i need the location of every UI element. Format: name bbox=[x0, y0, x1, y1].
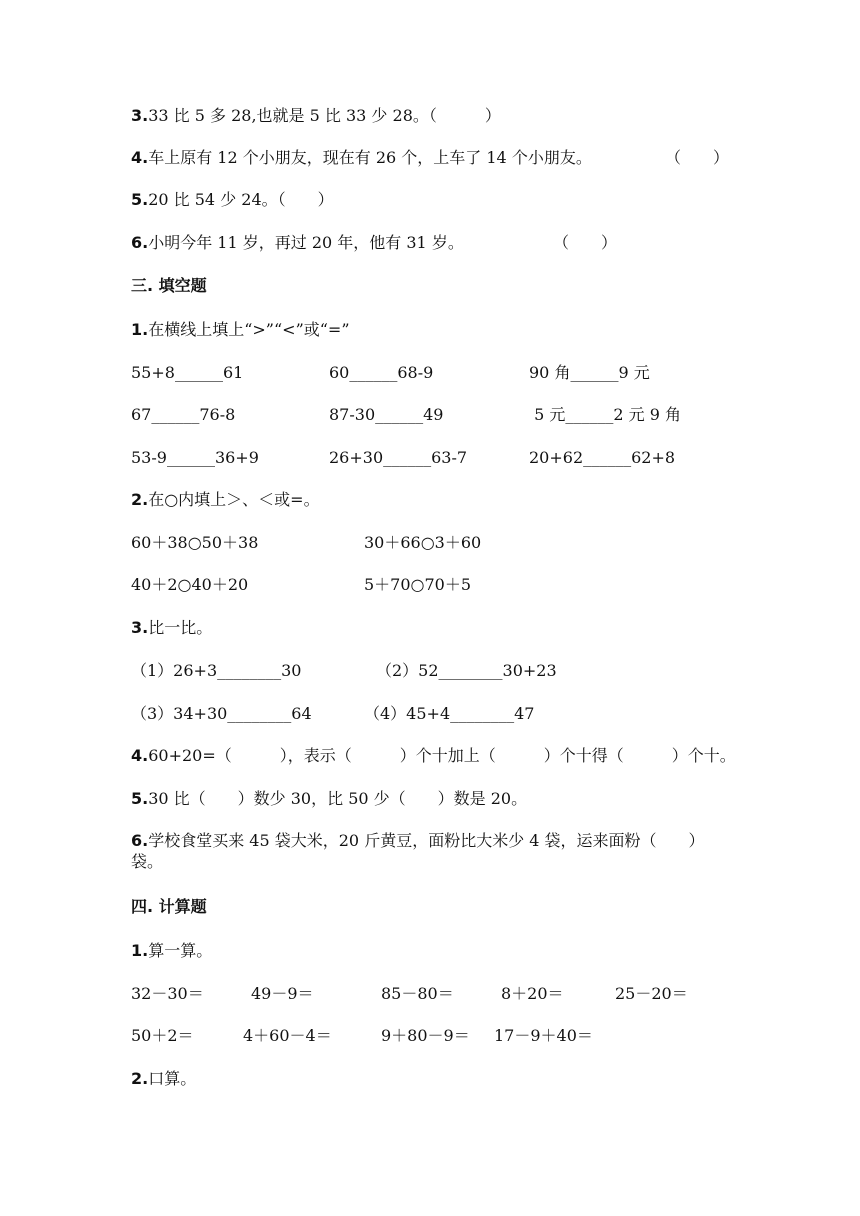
judge-item-6: 6.小明今年 11 岁，再过 20 年，他有 31 岁。 bbox=[131, 233, 464, 252]
circle-compare-cell: 5＋70○70＋5 bbox=[364, 575, 472, 594]
fill-q4: 4.60+20=（ ），表示（ ）个十加上（ ）个十得（ ）个十。 bbox=[131, 746, 736, 765]
compare-cell: （4）45+4________47 bbox=[364, 704, 535, 723]
judge-item-4: 4.车上原有 12 个小朋友，现在有 26 个，上车了 14 个小朋友。 bbox=[131, 148, 592, 167]
compare-cell: 26+30______63-7 bbox=[329, 448, 468, 467]
calc-cell: 4＋60－4＝ bbox=[243, 1026, 332, 1045]
fill-q2: 2.在○内填上＞、＜或=。 bbox=[131, 490, 320, 509]
compare-cell: （3）34+30________64 bbox=[131, 704, 312, 723]
calc-cell: 25－20＝ bbox=[615, 984, 688, 1003]
calc-cell: 32－30＝ bbox=[131, 984, 204, 1003]
section-3-title: 三. 填空题 bbox=[131, 276, 207, 295]
judge-item-5: 5.20 比 54 少 24。（ ） bbox=[131, 190, 334, 209]
circle-compare-cell: 30＋66○3＋60 bbox=[364, 533, 482, 552]
fill-q5: 5.30 比（ ）数少 30，比 50 少（ ）数是 20。 bbox=[131, 789, 528, 808]
compare-cell: 53-9______36+9 bbox=[131, 448, 259, 467]
compare-cell: （2）52________30+23 bbox=[376, 661, 557, 680]
section-4-title: 四. 计算题 bbox=[131, 897, 207, 916]
circle-compare-cell: 60＋38○50＋38 bbox=[131, 533, 259, 552]
calc-q1: 1.算一算。 bbox=[131, 941, 213, 960]
calc-q2: 2.口算。 bbox=[131, 1069, 197, 1088]
fill-q1: 1.在横线上填上“>”“<”或“=” bbox=[131, 320, 350, 339]
compare-cell: 5 元______2 元 9 角 bbox=[529, 405, 681, 424]
calc-cell: 49－9＝ bbox=[251, 984, 314, 1003]
compare-cell: 60______68-9 bbox=[329, 363, 434, 382]
calc-cell: 8＋20＝ bbox=[501, 984, 564, 1003]
fill-q3: 3.比一比。 bbox=[131, 618, 213, 637]
fill-q6-cont: 袋。 bbox=[131, 852, 164, 871]
circle-compare-cell: 40＋2○40＋20 bbox=[131, 575, 249, 594]
compare-cell: 55+8______61 bbox=[131, 363, 244, 382]
compare-cell: （1）26+3________30 bbox=[131, 661, 302, 680]
judge-item-4-paren: （ ） bbox=[665, 148, 730, 167]
calc-cell: 85－80＝ bbox=[381, 984, 454, 1003]
calc-cell: 17－9＋40＝ bbox=[494, 1026, 593, 1045]
compare-cell: 90 角______9 元 bbox=[529, 363, 650, 382]
calc-cell: 9＋80－9＝ bbox=[381, 1026, 470, 1045]
compare-cell: 20+62______62+8 bbox=[529, 448, 676, 467]
compare-cell: 87-30______49 bbox=[329, 405, 444, 424]
calc-cell: 50＋2＝ bbox=[131, 1026, 194, 1045]
compare-cell: 67______76-8 bbox=[131, 405, 236, 424]
judge-item-3: 3.33 比 5 多 28,也就是 5 比 33 少 28。（ ） bbox=[131, 106, 501, 125]
judge-item-6-paren: （ ） bbox=[553, 233, 618, 252]
fill-q6: 6.学校食堂买来 45 袋大米，20 斤黄豆，面粉比大米少 4 袋，运来面粉（ ） bbox=[131, 831, 705, 850]
